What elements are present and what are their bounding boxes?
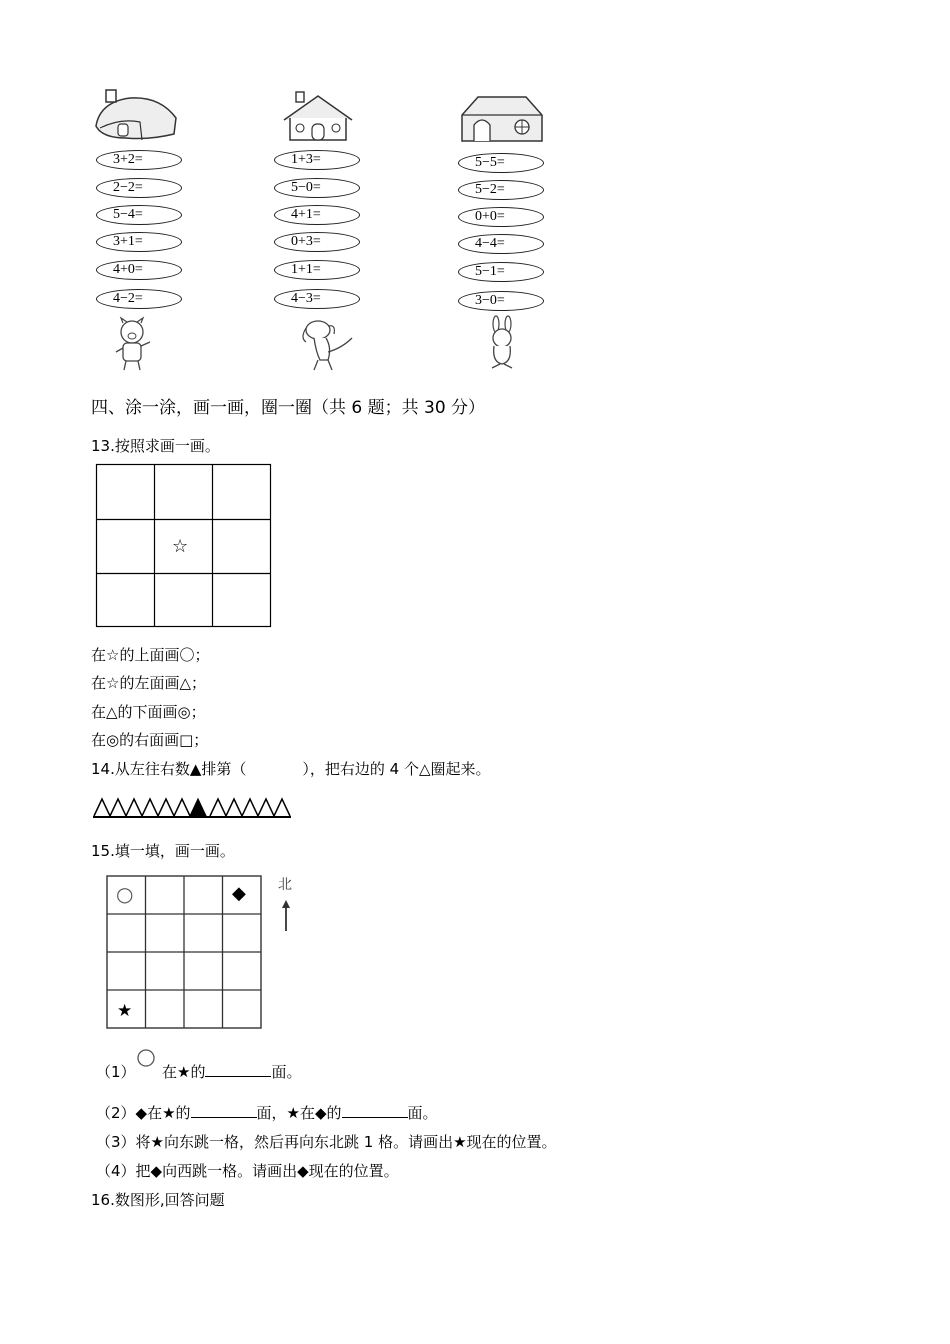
star-filled-icon: ★	[117, 1001, 133, 1021]
q15-sub1-suffix: 面。	[271, 1063, 302, 1081]
q15-sub4: （4）把◆向西跳一格。请画出◆现在的位置。	[96, 1162, 399, 1180]
equation[interactable]: 3−0=	[458, 291, 544, 311]
q13-instruction: 在☆的左面画△；	[91, 674, 206, 692]
equation[interactable]: 3+1=	[96, 232, 182, 252]
equation[interactable]: 1+3=	[274, 150, 360, 170]
small-circle-icon	[136, 1048, 156, 1068]
q15-sub1	[162, 1062, 301, 1082]
q15-sub2	[96, 1103, 438, 1123]
q15-sub2-mid: 面，★在◆的	[256, 1104, 342, 1122]
q15-sub2-prefix: （2）◆在★的	[96, 1104, 191, 1122]
equation[interactable]: 5−0=	[274, 178, 360, 198]
black-triangle-icon	[190, 799, 206, 816]
q14-prefix: 14.从左往右数▲排第（	[91, 760, 247, 778]
dog-icon	[298, 318, 358, 372]
star-outline-icon: ☆	[172, 536, 189, 557]
triangle-row[interactable]	[93, 796, 291, 820]
equation[interactable]: 3+2=	[96, 150, 182, 170]
equation[interactable]: 5−4=	[96, 205, 182, 225]
equation[interactable]: 5−5=	[458, 153, 544, 173]
q15-sub1-prefix: （1）	[96, 1063, 136, 1081]
equation[interactable]: 0+3=	[274, 232, 360, 252]
answer-blank[interactable]	[342, 1103, 408, 1118]
equation[interactable]: 5−1=	[458, 262, 544, 282]
rabbit-icon	[480, 318, 526, 372]
equation[interactable]: 4−3=	[274, 289, 360, 309]
equation[interactable]: 4+1=	[274, 205, 360, 225]
question-16-title: 16.数图形,回答问题	[91, 1191, 225, 1209]
diamond-icon: ◆	[232, 883, 246, 904]
question-14-text	[91, 759, 491, 779]
equation[interactable]: 0+0=	[458, 207, 544, 227]
house-2-icon	[280, 90, 356, 146]
house-1-icon	[90, 88, 182, 144]
question-13-title: 13.按照求画一画。	[91, 437, 220, 455]
equation[interactable]: 2−2=	[96, 178, 182, 198]
q13-instruction: 在☆的上面画〇；	[91, 646, 210, 664]
house-3-icon	[458, 93, 546, 145]
answer-blank[interactable]	[191, 1103, 257, 1118]
answer-blank[interactable]	[205, 1062, 271, 1077]
question-15-title: 15.填一填，画一画。	[91, 842, 235, 860]
equation[interactable]: 1+1=	[274, 260, 360, 280]
q15-sub1-text: 在★的	[162, 1063, 206, 1081]
pig-icon	[112, 318, 156, 372]
equation[interactable]: 4+0=	[96, 260, 182, 280]
q15-sub3: （3）将★向东跳一格，然后再向东北跳 1 格。请画出★现在的位置。	[96, 1133, 557, 1151]
q15-sub2-suffix: 面。	[407, 1104, 438, 1122]
north-arrow-icon	[280, 900, 292, 932]
north-label: 北	[278, 877, 292, 893]
q13-instruction: 在◎的右面画□；	[91, 731, 209, 749]
circle-icon: ○	[116, 882, 134, 906]
q14-suffix: ），把右边的 4 个△圈起来。	[302, 760, 491, 778]
section-title: 四、涂一涂，画一画，圈一圈（共 6 题；共 30 分）	[91, 398, 486, 418]
q13-instruction: 在△的下面画◎；	[91, 703, 206, 721]
equation[interactable]: 4−2=	[96, 289, 182, 309]
equation[interactable]: 5−2=	[458, 180, 544, 200]
equation[interactable]: 4−4=	[458, 234, 544, 254]
